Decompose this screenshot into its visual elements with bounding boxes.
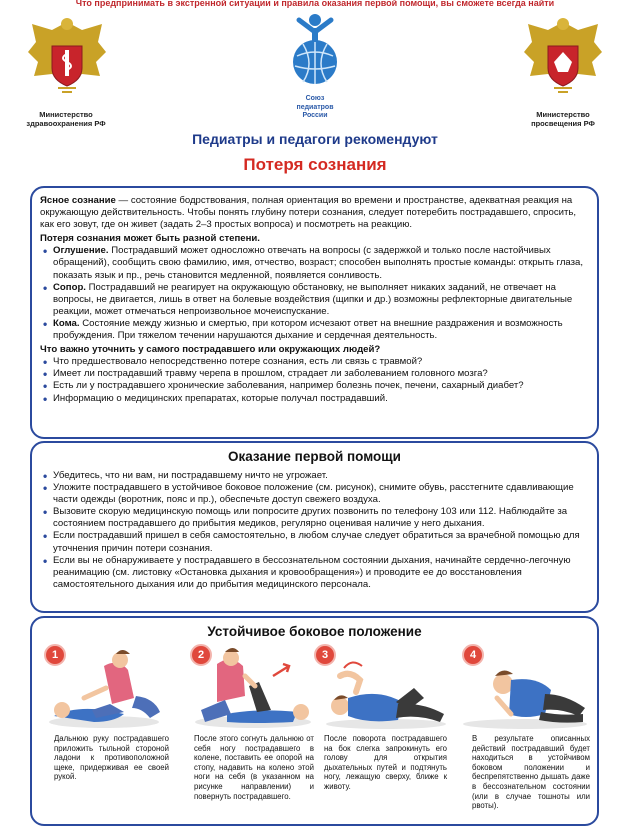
intro-paragraph [40,195,590,231]
step-4-badge: 4 [462,644,484,666]
center-org-label: Союз педиатров России [296,95,334,119]
list-item: • Что предшествовало непосредственно потере сознания, есть ли связь с травмой? [40,356,590,368]
list-item: • Уложите пострадавшего в устойчивое боковое положение (см. рисунок), снимите обувь, расстегните сдавливающие части одежды (воротник, пояс и пр.), обеспечьте доступ свежего воздуха. [40,482,590,506]
first-aid-list [40,470,590,591]
list-item: • Имеет ли пострадавший травму черепа в прошлом, страдает ли заболеванием головного мозга? [40,368,590,380]
ministry-health-emblem [22,12,112,102]
page-title: Потеря сознания [243,155,387,174]
list-item: • Есть ли у пострадавшего хронические заболевания, например болезнь почек, печени, сахарный диабет? [40,380,590,392]
questions-heading: Что важно уточнить у самого пострадавшего или окружающих людей? [40,344,381,356]
step-4-illustration [457,658,592,732]
recovery-heading: Устойчивое боковое положение [207,624,422,639]
step-3-illustration [320,646,452,732]
list-item: • Вызовите скорую медицинскую помощь или попросите других позвонить по телефону 103 или 112. Наблюдайте за состоянием пострадавшего до прибытия медиков, регулярно оценивая наличие у него дыхания. [40,506,590,530]
step-1-illustration [44,646,174,732]
recovery-position-section [30,616,599,826]
intro-text: — состояние бодрствования, полная ориентация во времени и пространстве, адекватная реакция на окружающую действительность. Чтобы понять глубину потери сознания, следует потеребить пострадавшего, спросить, как его зовут, где он живет (задать 2–3 простых вопроса) и посмотреть на реакцию. [40,195,577,231]
step-3-badge: 3 [314,644,336,666]
list-item: • Кома. Состояние между жизнью и смертью, при котором исчезают ответ на внешние раздражения и возможность пробуждения. При тяжелом течении нарушаются дыхание и сердечная деятельность. [40,318,590,342]
list-item: • Информацию о медицинских препаратах, которые получал пострадавший. [40,393,590,405]
list-item: • Если вы не обнаруживаете у пострадавшего в бессознательном состоянии дыхания, начинайте сердечно-легочную реанимацию (см. листовку «Остановка дыхания и кровообращения») и проводите ее до восстановления самостоятельного дыхания или до прибытия медицинского персонала. [40,555,590,591]
step-2-illustration [187,646,319,732]
recommend-heading: Педиатры и педагоги рекомендуют [192,131,438,147]
step-3-caption: После поворота пострадавшего на бок слегка запрокинуть его голову для открытия дыхательных путей и подтянуть ногу, лежащую сверху, ближе к животу. [324,734,447,791]
step-1-caption: Дальнюю руку пострадавшего приложить тыльной стороной ладони к противоположной щеке, придерживая ее своей рукой. [54,734,169,782]
list-item: • Если пострадавший пришел в себя самостоятельно, в любом случае следует обратиться за врачебной помощью для уточнения причин потери сознания. [40,530,590,554]
questions-list [40,356,590,404]
top-banner: Что предпринимать в экстренной ситуации и правила оказания первой помощи, вы сможете всегда найти [75,0,555,8]
left-ministry-label: Министерство здравоохранения РФ [26,110,106,128]
list-item: • Убедитесь, что ни вам, ни пострадавшему ничто не угрожает. [40,470,590,482]
step-2-badge: 2 [190,644,212,666]
step-2-caption: После этого согнуть дальнюю от себя ногу пострадавшего в колене, поставить ее опорой на стопу, надавить на колено этой ноги на себя (в указанном на рисунке направлении) и повернуть пострадавшего. [194,734,314,801]
step-1-badge: 1 [44,644,66,666]
list-item: • Сопор. Пострадавший не реагирует на окружающую обстановку, не выполняет никаких заданий, не отвечает на вопросы, не двигается, лишь в ответ на болевые воздействия (щипки и др.) возможны рефлекторные двигательные реакции, может отмечаться непроизвольное мочеиспускание. [40,282,590,318]
ministry-education-emblem [518,12,608,102]
degrees-list [40,245,590,342]
first-aid-section [30,441,599,613]
definition-section [30,186,599,439]
pediatric-union-logo [283,10,347,90]
list-item: • Оглушение. Пострадавший может односложно отвечать на вопросы (с задержкой и только после настойчивых обращений), сообщить свою фамилию, имя, отчество, возраст; способен выполнять простые команды: открыть глаза, показать язык и пр., речь становится медленной, появляется сонливость. [40,245,590,281]
step-4-caption: В результате описанных действий пострадавший будет находиться в устойчивом боковом положении и беспрепятственно дышать даже в бессознательном состоянии (или в случае тошноты или рвоты). [472,734,590,811]
degrees-heading: Потеря сознания может быть разной степени. [40,233,260,245]
first-aid-heading: Оказание первой помощи [228,449,401,464]
intro-term: Ясное сознание [40,195,116,206]
right-ministry-label: Министерство просвещения РФ [531,110,595,128]
